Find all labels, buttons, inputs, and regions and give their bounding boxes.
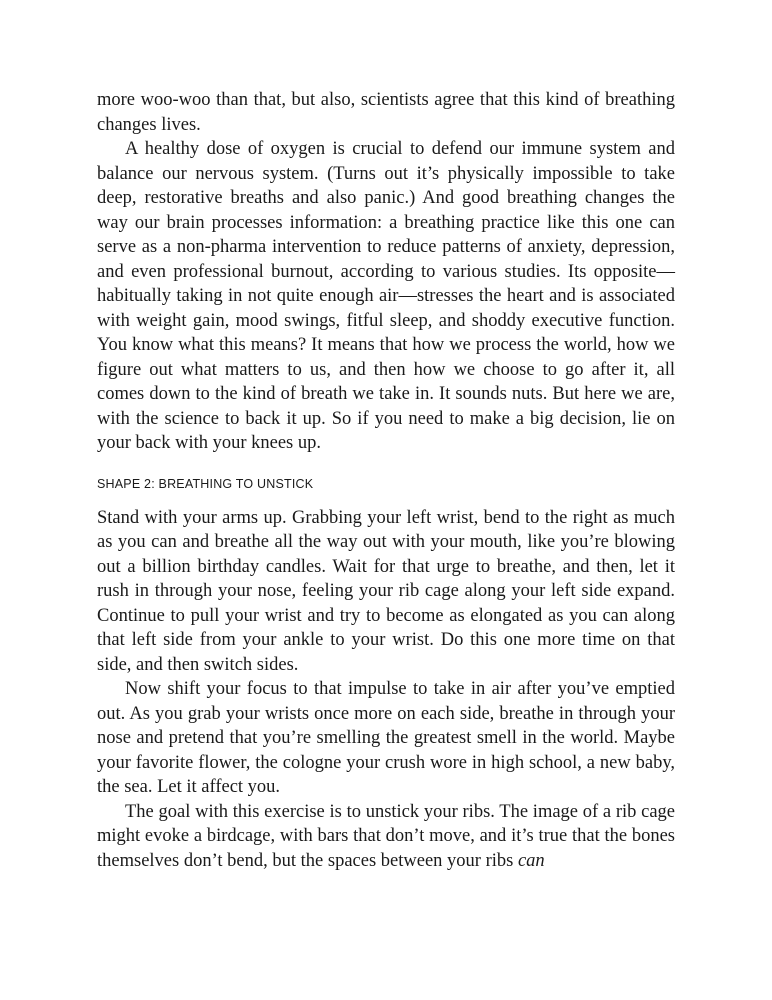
paragraph-goal	[97, 800, 675, 874]
paragraph-focus: Now shift your focus to that impulse to take in air after you’ve emptied out. As you grab your wrists once more on each side, breathe in through your nose and pretend that you’re smelling the greatest smell in the world. Maybe your favorite flower, the cologne your crush wore in high school, a new baby, the sea. Let it affect you.	[97, 679, 675, 797]
section-heading: SHAPE 2: BREATHING TO UNSTICK	[97, 476, 314, 491]
paragraph-goal-text: The goal with this exercise is to unstick your ribs. The image of a rib cage might evoke a birdcage, with bars that don’t move, and it’s true that the bones themselves don’t bend, but the spaces between your ribs	[97, 801, 675, 871]
paragraph-continuation: more woo-woo than that, but also, scientists agree that this kind of breathing changes lives.	[97, 90, 675, 135]
book-page	[97, 88, 675, 873]
emphasis-word: can	[517, 850, 545, 871]
paragraph-oxygen: A healthy dose of oxygen is crucial to defend our immune system and balance our nervous system. (Turns out it’s physically impossible to take deep, restorative breaths and also panic.) And good breathing changes the way our brain processes information: a breathing practice like this one can serve as a non-pharma intervention to reduce patterns of anxiety, depression, and even professional burnout, according to various studies. Its opposite—habitually taking in not quite enough air—stresses the heart and is associated with weight gain, mood swings, fitful sleep, and shoddy executive function. You know what this means? It means that how we process the world, how we figure out what matters to us, and then how we choose to go after it, all comes down to the kind of breath we take in. It sounds nuts. But here we are, with the science to back it up. So if you need to make a big decision, lie on your back with your knees up.	[97, 139, 675, 453]
paragraph-instructions: Stand with your arms up. Grabbing your left wrist, bend to the right as much as you can and breathe all the way out with your mouth, like you’re blowing out a billion birthday candles. Wait for that urge to breathe, and then, let it rush in through your nose, feeling your rib cage along your left side expand. Continue to pull your wrist and try to become as elongated as you can along that left side from your ankle to your wrist. Do this one more time on that side, and then switch sides.	[97, 507, 675, 675]
